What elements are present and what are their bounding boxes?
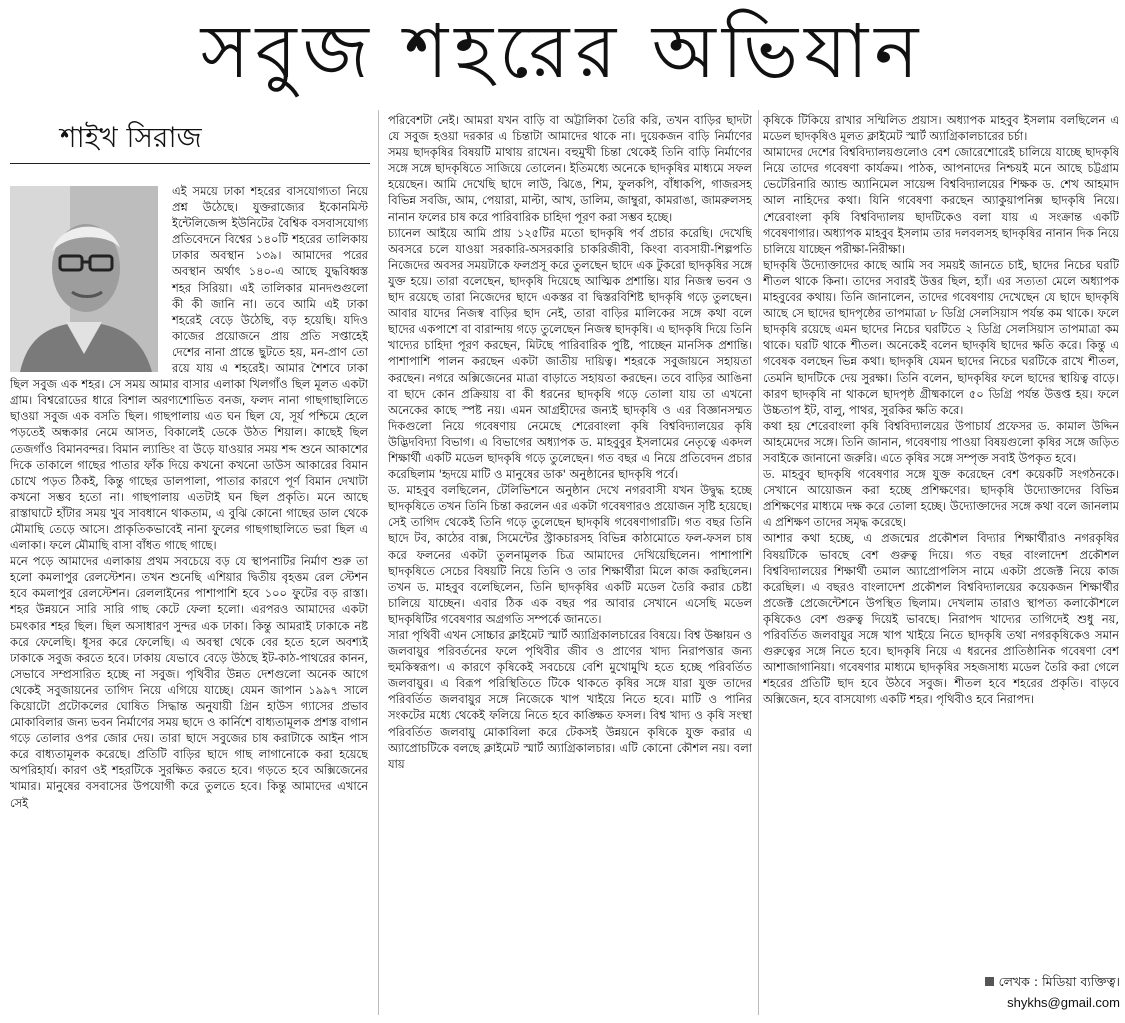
author-email: shykhs@gmail.com: [1007, 995, 1120, 1010]
square-bullet-icon: [985, 977, 994, 986]
paragraph: কৃষিকে টিকিয়ে রাখার সম্মিলিত প্রয়াস। অধ্যাপক মাহবুব ইসলাম বলছিলেন এ মডেল ছাদকৃষিও মূলত ক্লাইমেট স্মার্ট অ্যাগ্রিকালচারের চর্চা।: [763, 113, 1119, 144]
paragraph: আমাদের দেশের বিশ্ববিদ্যালয়গুলোও বেশ জোরেশোরেই চালিয়ে যাচ্ছে ছাদকৃষি নিয়ে তাদের গবেষণা কার্যক্রম। পাঠক, আপনাদের নিশ্চয়ই মনে আছে চট্টগ্রাম ভেটেরিনারি অ্যান্ড অ্যানিমেল সায়েন্স বিশ্ববিদ্যালয়ের শিক্ষক ড. শেখ আহমাদ আল নাহিদের কথা। যিনি গবেষণা করছেন অ্যাকুয়াপনিক্স ছাদকৃষি নিয়ে। শেরেবাংলা কৃষি বিশ্ববিদ্যালয় ছাদটিকেও বলা যায় এ সংক্রান্ত একটি গবেষণাগার। অধ্যাপক মাহবুব ইসলাম তার দলবলসহ ছাদকৃষির নানান দিক নিয়ে চালিয়ে যাচ্ছেন পরীক্ষা-নিরীক্ষা।: [763, 145, 1119, 256]
author-signoff: [930, 973, 1120, 991]
article-column-3: [763, 112, 1119, 972]
paragraph: সারা পৃথিবী এখন সোচ্চার ক্লাইমেট স্মার্ট অ্যাগ্রিকালচারের বিষয়ে। বিশ্ব উষ্ণায়ন ও জলবায়ুর পরিবর্তনের ফলে পৃথিবীর জীব ও প্রাণের খাদ্য নিরাপত্তার জন্য হুমকিস্বরূপ। এ কারণে কৃষিকেই সবচেয়ে বেশি মুখোমুখি হতে হচ্ছে পরিবর্তিত জলবায়ুর। এ বিরূপ পরিস্থিতিতে টিকে থাকতে কৃষির সঙ্গে যারা যুক্ত তাদের পরিবর্তিত জলবায়ুর সঙ্গে নিজেকে খাপ খাইয়ে নিতে হবে। মাটি ও পানির সংকটের মধ্যে থেকেই ফলিয়ে নিতে হবে কাঙ্ক্ষিত ফসল। বিশ্ব খাদ্য ও কৃষি সংস্থা পরিবর্তিত জলবায়ু মোকাবিলা করে টেকসই উন্নয়নে কৃষিকে যুক্ত করার এ অ্যাপ্রোচটিকে বলছে ক্লাইমেট স্মার্ট অ্যাগ্রিকালচার। এটি কোনো কৌশল নয়। বলা যায়: [388, 628, 752, 771]
paragraph: আশার কথা হচ্ছে, এ প্রজন্মের প্রকৌশল বিদ্যার শিক্ষার্থীরাও নগরকৃষির বিষয়টিকে ভাবছে বেশ গুরুত্ব দিয়ে। গত বছর বাংলাদেশ প্রকৌশল বিশ্ববিদ্যালয়ের শিক্ষার্থী তমাল অ্যাপ্রোপলিস নামে একটা প্রজেক্ট নিয়ে কাজ করেছিল। এ বছরও বাংলাদেশ প্রকৌশল বিশ্ববিদ্যালয়ের কয়েকজন শিক্ষার্থীর প্রজেক্ট প্রেজেন্টেশনে উপস্থিত ছিলাম। দেখলাম তারাও স্থাপত্য কলাকৌশলে কৃষিকেও বেশ গুরুত্ব দিয়েই ভাবছে। নিরাপদ খাদ্যের তাগিদেই শুধু নয়, পরিবর্তিত জলবায়ুর সঙ্গে খাপ খাইয়ে নিতে ছাদকৃষি তথা নগরকৃষিকেও সমান গুরুত্বের সঙ্গে নিতে হবে। ছাদকৃষি নিয়ে এ ধরনের প্রাতিষ্ঠানিক গবেষণা বেশ আশাজাগানিয়া। গবেষণার মাধ্যমে ছাদকৃষির সহজসাধ্য মডেল তৈরি করা গেলে শহরের প্রতিটি ছাদ হবে উঠবে সবুজ। শীতল হবে শহরের প্রকৃতি। বাড়বে অক্সিজেন, হবে বাসযোগ্য একটি শহর। পৃথিবীও হবে নিরাপদ।: [763, 531, 1119, 707]
paragraph: চ্যানেল আইয়ে আমি প্রায় ১২৫টির মতো ছাদকৃষি পর্ব প্রচার করেছি। দেখেছি অবসরে চলে যাওয়া সরকারি-অসরকারি চাকরিজীবী, কিংবা ব্যবসায়ী-শিল্পপতি নিজেদের অবসর সময়টাকে ফলপ্রসূ করে তুলছেন ছাদে এক টুকরো ছাদকৃষির সঙ্গে যুক্ত হয়ে। তারা বলেছেন, ছাদকৃষি দিয়েছে আত্মিক প্রশান্তি। যার নিজস্ব ভবন ও ছাদ রয়েছে তারা নিজেদের ছাদে একস্তর বা দ্বিস্তরবিশিষ্ট ছাদকৃষি গড়ে তুলছেন। আবার যাদের নিজস্ব বাড়ির ছাদ নেই, তারা বাড়ির মালিকের সঙ্গে কথা বলে ছাদের একপাশে বা বারান্দায় গড়ে তুলেছেন নিজস্ব ছাদকৃষি। এ ছাদকৃষি দিয়ে তিনি খাদ্যের চাহিদা পূরণ করছেন, মিটছে পারিবারিক পুষ্টি, পাচ্ছেন মানসিক প্রশান্তি। পাশাপাশি পালন করছেন একটা জাতীয় দায়িত্ব। শহরকে সবুজায়নে সহায়তা করছেন। নগরে অক্সিজেনের মাত্রা বাড়াতে সহায়তা করছেন। তবে বাড়ির আঙিনা বা ছাদে কোন প্রক্রিয়ায় বা কী ধরনের ছাদকৃষি গড়ে তোলা যায় তা এখনো অনেকের কাছে স্পষ্ট নয়। এমন আগ্রহীদের জন্যই ছাদকৃষি ও এর বিজ্ঞানসম্মত দিকগুলো নিয়ে গবেষণায় নেমেছে শেরেবাংলা কৃষি বিশ্ববিদ্যালয়ের কৃষি উদ্ভিদবিদ্যা বিভাগ। এ বিভাগের অধ্যাপক ড. মাহবুবুর ইসলামের নেতৃত্বে একদল শিক্ষার্থী একটি মডেল ছাদকৃষি গড়ে তুলেছেন। গত বছর এ নিয়ে প্রতিবেদন প্রচার করেছিলাম 'হৃদয়ে মাটি ও মানুষের ডাক' অনুষ্ঠানের ছাদকৃষি পর্বে।: [388, 225, 752, 482]
paragraph: ড. মাহবুব ছাদকৃষি গবেষণার সঙ্গে যুক্ত করেছেন বেশ কয়েকটি সংগঠনকে। সেখানে আয়োজন করা হচ্ছে প্রশিক্ষণের। ছাদকৃষি উদ্যোক্তাদের বিভিন্ন প্রশিক্ষণের মাধ্যমে দক্ষ করে তোলা হচ্ছে। উদ্যোক্তাদের সঙ্গে কথা বলে জানলাম এ প্রশিক্ষণ তাদের সমৃদ্ধ করেছে।: [763, 467, 1119, 530]
paragraph: পরিবেশটা নেই। আমরা যখন বাড়ি বা অট্টালিকা তৈরি করি, তখন বাড়ির ছাদটা যে সবুজ হওয়া দরকার এ চিন্তাটা আমাদের থাকে না। দুয়েকজন বাড়ি নির্মাণের সময় ছাদকৃষির বিষয়টি মাথায় রাখেন। বহুমুখী চিন্তা থেকেই তিনি বাড়ি নির্মাণের সঙ্গে সঙ্গে ছাদকৃষিতে সাজিয়ে তোলেন। ইতিমধ্যে অনেকে ছাদকৃষির মাধ্যমে সফল হয়েছেন। আমি দেখেছি ছাদে লাউ, ঝিঙে, শিম, ফুলকপি, বাঁধাকপি, গাজরসহ বিভিন্ন সবজি, আম, পেয়ারা, মাল্টা, আখ, ডালিম, জাম্বুরা, কামরাঙা, জামরুলসহ নানান ফলের চাষ করে পারিবারিক চাহিদা পূরণ করা সম্ভব হচ্ছে।: [388, 113, 752, 224]
byline-divider: [10, 163, 370, 164]
paragraph: ড. মাহবুব বলছিলেন, টেলিভিশনে অনুষ্ঠান দেখে নগরবাসী যখন উদ্বুদ্ধ হচ্ছে ছাদকৃষিতে তখন তিনি চিন্তা করলেন এর একটা গবেষণারও প্রয়োজন সৃষ্টি হয়েছে। সেই তাগিদ থেকেই তিনি গড়ে তুলেছেন ছাদকৃষি গবেষণাগারটি। গত বছর তিনি ছাদে টব, কাঠের বাক্স, সিমেন্টের স্ট্রাকচারসহ বিভিন্ন কাঠামোতে ফল-ফসল চাষ করে ফলনের একটা তুলনামূলক চিত্র আমাদের দেখিয়েছিলেন। পাশাপাশি ছাদকৃষিতে সেচের বিষয়টি নিয়ে তিনি ও তার শিক্ষার্থীরা মিলে কাজ করছিলেন। তখন ড. মাহবুব বলেছিলেন, তিনি ছাদকৃষির একটি মডেল তৈরি করার চেষ্টা চালিয়ে যাচ্ছেন। এবার ঠিক এক বছর পর আবার সেখানে এসেছি মডেল ছাদকৃষিটির গবেষণার অগ্রগতি সম্পর্কে জানতে।: [388, 483, 752, 626]
paragraph: এই সময়ে ঢাকা শহরের বাসযোগ্যতা নিয়ে প্রশ্ন উঠেছে। যুক্তরাজ্যের ইকোনমিস্ট ইন্টেলিজেন্স ইউনিটের বৈশ্বিক বসবাসযোগ্য প্রতিবেদনে বিশ্বের ১৪০টি শহরের তালিকায় ঢাকার অবস্থান ১৩৯। আমাদের পরের অবস্থান অর্থাৎ ১৪০-এ আছে যুদ্ধবিধ্বস্ত শহর সিরিয়া। এই তালিকার মানদণ্ডগুলো কী কী জানি না। তবে আমি এই ঢাকা শহরেই বেড়ে উঠেছি, বড় হয়েছি। যদিও কাজের প্রয়োজনে প্রায় প্রতি সপ্তাহেই দেশের নানা প্রান্তে ছুটতে হয়, মন-প্রাণ তো রয়ে যায় এ শহরেই। আমার শৈশবে ঢাকা ছিল সবুজ এক শহর। সে সময় আমার বাসার এলাকা খিলগাঁও ছিল মূলত একটা গ্রাম। বিশ্বরোডের ধারে বিশাল অরণ্যশোভিত বনজ, ফলদ নানা গাছগাছালিতে ছাওয়া সবুজ এক বসতি ছিল। গাছপালায় এত ঘন ছিল যে, সূর্য পশ্চিমে হেলে পড়তেই অন্ধকার নেমে আসত, বিকালেই ডেকে উঠত শিয়াল। কাছেই ছিল তেজগাঁও বিমানবন্দর। বিমান ল্যান্ডিং বা উড়ে যাওয়ার সময় শব্দ শুনে আকাশের দিকে তাকালে গাছের পাতার ফাঁক দিয়ে কখনো কখনো ডাউস আকারের বিমান চোখে পড়ত ঠিকই, কিন্তু গাছের ডালপালা, পাতার কারণে পূর্ণ বিমান দেখাটা কখনো সম্ভব হতো না। গাছপালায় এতটাই ঘন ছিল প্রকৃতি। মনে আছে রাস্তাঘাটে হাঁটার সময় খুব সাবধানে থাকতাম, এ বুঝি কোনো গাছের ডাল থেকে মৌমাছি তেড়ে আসে। প্রাকৃতিকভাবেই নানা ফুলের গাছগাছালিতে ভরা ছিল এ এলাকা। ফলে মৌমাছি বাসা বাঁধত গাছে গাছে।: [10, 184, 368, 553]
article-column-2: [388, 112, 752, 1022]
paragraph: মনে পড়ে আমাদের এলাকায় প্রথম সবচেয়ে বড় যে স্থাপনাটির নির্মাণ শুরু তা হলো কমলাপুর রেলস্টেশন। তখন শুনেছি এশিয়ার দ্বিতীয় বৃহত্তম রেল স্টেশন হবে কমলাপুর রেলস্টেশন। রেললাইনের পাশাপাশি হবে ১০০ ফুটের বড় রাস্তা। শহর উন্নয়নে সারি সারি গাছ কেটে ফেলা হলো। এরপরও আমাদের একটা চমৎকার শহর ছিল। ছিল অসাধারণ সুন্দর এক ঢাকা। কিন্তু আমরাই ঢাকাকে নষ্ট করে ফেলেছি। ধূসর করে ফেলেছি। এ অবস্থা থেকে বের হতে হলে অবশ্যই ঢাকাকে সবুজ করতে হবে। ঢাকায় যেভাবে বেড়ে উঠছে ইট-কাঠ-পাথরের কানন, সেভাবে সম্প্রসারিত হচ্ছে না সবুজ। পৃথিবীর উন্নত দেশগুলো অনেক আগে থেকেই সবুজায়নের তাগিদ নিয়ে এগিয়ে যাচ্ছে। যেমন জাপান ১৯৯৭ সালে কিয়োটো প্রটোকলের ঘোষিত সিদ্ধান্ত অনুযায়ী গ্রিন হাউস গ্যাসের প্রভাব মোকাবিলার জন্য ভবন নির্মাণের সময় ছাদে ও কার্নিশে বাধ্যতামূলক প্রশস্ত বাগান গড়ে তোলার ওপর জোর দেয়। তারা ছাদে সবুজের চাষ করাটাকে আইন পাস করে বাধ্যতামূলক করেছে। প্রতিটি বাড়ির ছাদে গাছ লাগানোকে করা হয়েছে অপরিহার্য। কারণ ওই শহরটিকে সুরক্ষিত করতে হবে। গড়তে হবে অক্সিজেনের খামার। মানুষের বসবাসের উপযোগী করে তুলতে হবে। কিন্তু আমাদের এখানে সেই: [10, 554, 368, 810]
byline: শাইখ সিরাজ: [60, 121, 202, 154]
author-portrait-icon: [10, 186, 158, 372]
column-divider: [758, 110, 759, 1015]
author-photo: [10, 186, 158, 372]
signoff-role: মিডিয়া ব্যক্তিত্ব।: [1042, 974, 1120, 989]
paragraph: ছাদকৃষি উদ্যোক্তাদের কাছে আমি সব সময়ই জানতে চাই, ছাদের নিচের ঘরটি শীতল থাকে কিনা। তাদের সবারই উত্তর ছিল, হ্যাঁ। এর সত্যতা মেলে অধ্যাপক মাহবুবের কথায়। তিনি জানালেন, তাদের গবেষণায় দেখেছেন যে ছাদে ছাদকৃষি আছে সে ছাদের ছাদপৃষ্ঠের তাপমাত্রা ৮ ডিগ্রি সেলসিয়াস পর্যন্ত কম থাকে। ফলে ছাদকৃষি রয়েছে এমন ছাদের নিচের ঘরটিতে ২ ডিগ্রি সেলসিয়াস তাপমাত্রা কম থাকে। ঘরটি থাকে শীতল। অনেকেই বলেন ছাদকৃষি ছাদের ক্ষতি করে। কিন্তু এ গবেষক বলছেন ভিন্ন কথা। ছাদকৃষি যেমন ছাদের নিচের ঘরটিকে রাখে শীতল, তেমনি ছাদটিকে দেয় সুরক্ষা। তিনি বলেন, ছাদকৃষির ফলে ছাদের স্থায়িত্ব বাড়ে। কারণ ছাদকৃষি না থাকলে ছাদপৃষ্ঠ গ্রীষ্মকালে ৫০ ডিগ্রি পর্যন্ত উত্তপ্ত হয়। ফলে উচ্চতাপ ইট, বালু, পাথর, সুরকির ক্ষতি করে।: [763, 257, 1119, 417]
paragraph: কথা হয় শেরেবাংলা কৃষি বিশ্ববিদ্যালয়ের উপাচার্য প্রফেসর ড. কামাল উদ্দিন আহমেদের সঙ্গে। তিনি জানান, গবেষণায় পাওয়া বিষয়গুলো কৃষির সঙ্গে জড়িত সবাইকে জানানো জরুরি। এতে কৃষির সঙ্গে সম্পৃক্ত সবাই উপকৃত হবে।: [763, 418, 1119, 465]
article-column-1: [10, 183, 368, 1018]
signoff-label: লেখক :: [998, 974, 1039, 989]
column-divider: [378, 110, 379, 1015]
headline: সবুজ শহরের অভিযান: [200, 9, 925, 95]
